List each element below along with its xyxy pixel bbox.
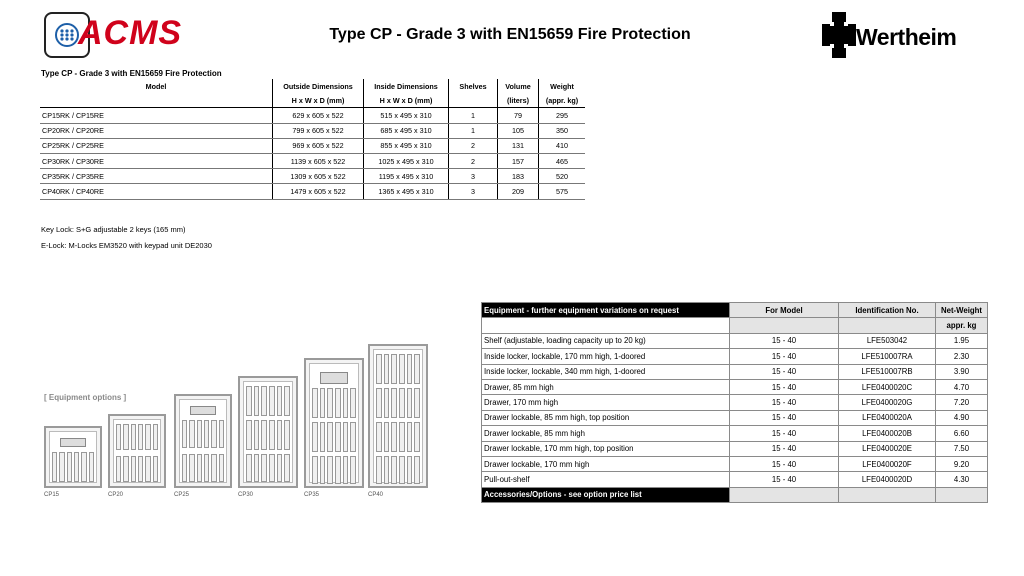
cell-for-model: 15 - 40: [730, 364, 839, 379]
cell-equipment: Drawer, 85 mm high: [482, 379, 730, 394]
cell-weight: 295: [539, 108, 586, 123]
equipment-header-row: [482, 303, 988, 318]
cell-id: LFE0400020B: [839, 426, 936, 441]
cell-for-model: 15 - 40: [730, 395, 839, 410]
cell-equipment: Inside locker, lockable, 340 mm high, 1-doored: [482, 364, 730, 379]
cell-inside: 1195 x 495 x 310: [364, 169, 449, 184]
cell-shelves: 1: [449, 108, 498, 123]
cell-outside: 629 x 605 x 522: [273, 108, 364, 123]
cell-net-weight: 7.20: [936, 395, 988, 410]
cell-id: LFE510007RB: [839, 364, 936, 379]
cell-weight: 465: [539, 153, 586, 168]
subheader-shelves: [449, 93, 498, 108]
cell-inside: 855 x 495 x 310: [364, 138, 449, 153]
specs-header-row: [40, 79, 585, 93]
cell-equipment: Drawer, 170 mm high: [482, 395, 730, 410]
table-row: [482, 410, 988, 425]
cabinet-cp15-image: [44, 426, 102, 488]
page-title: Type CP - Grade 3 with EN15659 Fire Protection: [329, 26, 691, 43]
cell-volume: 105: [498, 123, 539, 138]
col-header-volume: Volume: [498, 79, 539, 93]
cell-id: LFE0400020E: [839, 441, 936, 456]
subheader-volume: (liters): [498, 93, 539, 108]
cell-net-weight: 1.95: [936, 333, 988, 348]
table-row: [482, 472, 988, 487]
cabinet-cp25-image: [174, 394, 232, 488]
table-row: [482, 426, 988, 441]
cell-for-model: 15 - 40: [730, 456, 839, 471]
table-row: [40, 123, 585, 138]
cell-equipment: Inside locker, lockable, 170 mm high, 1-doored: [482, 349, 730, 364]
cell-model: CP25RK / CP25RE: [40, 138, 273, 153]
cell-for-model: 15 - 40: [730, 410, 839, 425]
cell-net-weight: 7.50: [936, 441, 988, 456]
cell-outside: 1139 x 605 x 522: [273, 153, 364, 168]
cell-id: LFE0400020G: [839, 395, 936, 410]
table-row: [40, 138, 585, 153]
table-row: [482, 379, 988, 394]
eq-header-model: For Model: [730, 303, 839, 318]
cell-outside: 1309 x 605 x 522: [273, 169, 364, 184]
eq-header-weight: Net-Weight: [936, 303, 988, 318]
cell-id: LFE0400020F: [839, 456, 936, 471]
cell-shelves: 2: [449, 138, 498, 153]
wertheim-cross-icon: [820, 10, 856, 60]
table-row: [40, 169, 585, 184]
cell-equipment: Shelf (adjustable, loading capacity up to 20 kg): [482, 333, 730, 348]
subheader-model: [40, 93, 273, 108]
specs-subheader-row: [40, 93, 585, 108]
cell-for-model: 15 - 40: [730, 441, 839, 456]
subheader-outside: H x W x D (mm): [273, 93, 364, 108]
cell-id: LFE0400020D: [839, 472, 936, 487]
cell-for-model: 15 - 40: [730, 472, 839, 487]
cell-volume: 183: [498, 169, 539, 184]
cell-model: CP30RK / CP30RE: [40, 153, 273, 168]
eq-header-equipment: Equipment - further equipment variations on request: [482, 303, 730, 318]
cell-model: CP15RK / CP15RE: [40, 108, 273, 123]
acms-logo: [44, 12, 194, 60]
cell-inside: 1025 x 495 x 310: [364, 153, 449, 168]
cell-outside: 1479 x 605 x 522: [273, 184, 364, 199]
table-row: [482, 349, 988, 364]
footer-cell-empty: [730, 487, 839, 502]
table-row: [40, 153, 585, 168]
cell-shelves: 3: [449, 169, 498, 184]
table-row: [482, 456, 988, 471]
cabinet-cp25-label: CP25: [174, 492, 190, 498]
cell-outside: 799 x 605 x 522: [273, 123, 364, 138]
cell-id: LFE0400020A: [839, 410, 936, 425]
cell-inside: 685 x 495 x 310: [364, 123, 449, 138]
cell-net-weight: 2.30: [936, 349, 988, 364]
cell-id: LFE503042: [839, 333, 936, 348]
cell-equipment: Pull-out-shelf: [482, 472, 730, 487]
cell-net-weight: 6.60: [936, 426, 988, 441]
cell-outside: 969 x 605 x 522: [273, 138, 364, 153]
eq-header-id: Identification No.: [839, 303, 936, 318]
cell-id: LFE0400020C: [839, 379, 936, 394]
subheader-inside: H x W x D (mm): [364, 93, 449, 108]
equipment-subheader-row: [482, 318, 988, 333]
cell-shelves: 2: [449, 153, 498, 168]
cell-volume: 131: [498, 138, 539, 153]
key-lock-note: Key Lock: S+G adjustable 2 keys (165 mm): [41, 225, 186, 234]
cell-equipment: Drawer lockable, 85 mm high, top position: [482, 410, 730, 425]
cell-volume: 79: [498, 108, 539, 123]
cell-for-model: 15 - 40: [730, 379, 839, 394]
cell-shelves: 3: [449, 184, 498, 199]
col-header-shelves: Shelves: [449, 79, 498, 93]
cabinet-cp20-label: CP20: [108, 492, 124, 498]
cell-net-weight: 9.20: [936, 456, 988, 471]
cabinet-cp30-label: CP30: [238, 492, 254, 498]
cabinet-cp40-image: [368, 344, 428, 488]
cell-model: CP20RK / CP20RE: [40, 123, 273, 138]
equipment-illustration: [40, 340, 480, 500]
cabinet-cp20-image: [108, 414, 166, 488]
cell-for-model: 15 - 40: [730, 333, 839, 348]
cell-weight: 520: [539, 169, 586, 184]
cell-model: CP40RK / CP40RE: [40, 184, 273, 199]
equipment-options-label: [ Equipment options ]: [44, 393, 127, 402]
cabinet-cp15-label: CP15: [44, 492, 60, 498]
specs-caption: Type CP - Grade 3 with EN15659 Fire Protection: [41, 69, 222, 78]
specs-table: [40, 79, 585, 200]
accessories-note: Accessories/Options - see option price list: [482, 487, 730, 502]
cell-id: LFE510007RA: [839, 349, 936, 364]
cell-weight: 410: [539, 138, 586, 153]
cell-shelves: 1: [449, 123, 498, 138]
cell-net-weight: 3.90: [936, 364, 988, 379]
eq-subheader-id: [839, 318, 936, 333]
footer-cell-empty: [839, 487, 936, 502]
table-row: [482, 364, 988, 379]
cell-inside: 1365 x 495 x 310: [364, 184, 449, 199]
eq-subheader-model: [730, 318, 839, 333]
table-row: [482, 333, 988, 348]
cell-inside: 515 x 495 x 310: [364, 108, 449, 123]
eq-subheader-equipment: [482, 318, 730, 333]
cabinet-cp35-label: CP35: [304, 492, 320, 498]
cell-net-weight: 4.70: [936, 379, 988, 394]
cell-for-model: 15 - 40: [730, 349, 839, 364]
footer-cell-empty: [936, 487, 988, 502]
e-lock-note: E-Lock: M-Locks EM3520 with keypad unit DE2030: [41, 241, 212, 250]
cell-weight: 350: [539, 123, 586, 138]
equipment-table: [481, 302, 988, 503]
subheader-weight: (appr. kg): [539, 93, 586, 108]
cell-net-weight: 4.30: [936, 472, 988, 487]
cell-volume: 209: [498, 184, 539, 199]
col-header-model: Model: [40, 79, 273, 93]
wertheim-logo: [820, 10, 985, 62]
cabinet-cp30-image: [238, 376, 298, 488]
cabinet-cp35-image: [304, 358, 364, 488]
cell-weight: 575: [539, 184, 586, 199]
cell-equipment: Drawer lockable, 170 mm high: [482, 456, 730, 471]
cell-equipment: Drawer lockable, 170 mm high, top position: [482, 441, 730, 456]
table-row: [482, 441, 988, 456]
table-row: [482, 395, 988, 410]
wertheim-logo-text: Wertheim: [856, 24, 957, 50]
acms-logo-text: ACMS: [78, 14, 183, 52]
cell-net-weight: 4.90: [936, 410, 988, 425]
col-header-inside: Inside Dimensions: [364, 79, 449, 93]
cell-for-model: 15 - 40: [730, 426, 839, 441]
cell-volume: 157: [498, 153, 539, 168]
col-header-weight: Weight: [550, 81, 574, 91]
eq-subheader-weight: appr. kg: [936, 318, 988, 333]
cabinet-cp40-label: CP40: [368, 492, 384, 498]
col-header-outside: Outside Dimensions: [273, 79, 364, 93]
cell-equipment: Drawer lockable, 85 mm high: [482, 426, 730, 441]
table-row: [40, 184, 585, 199]
table-row: [40, 108, 585, 123]
cell-model: CP35RK / CP35RE: [40, 169, 273, 184]
equipment-footer-row: [482, 487, 988, 502]
